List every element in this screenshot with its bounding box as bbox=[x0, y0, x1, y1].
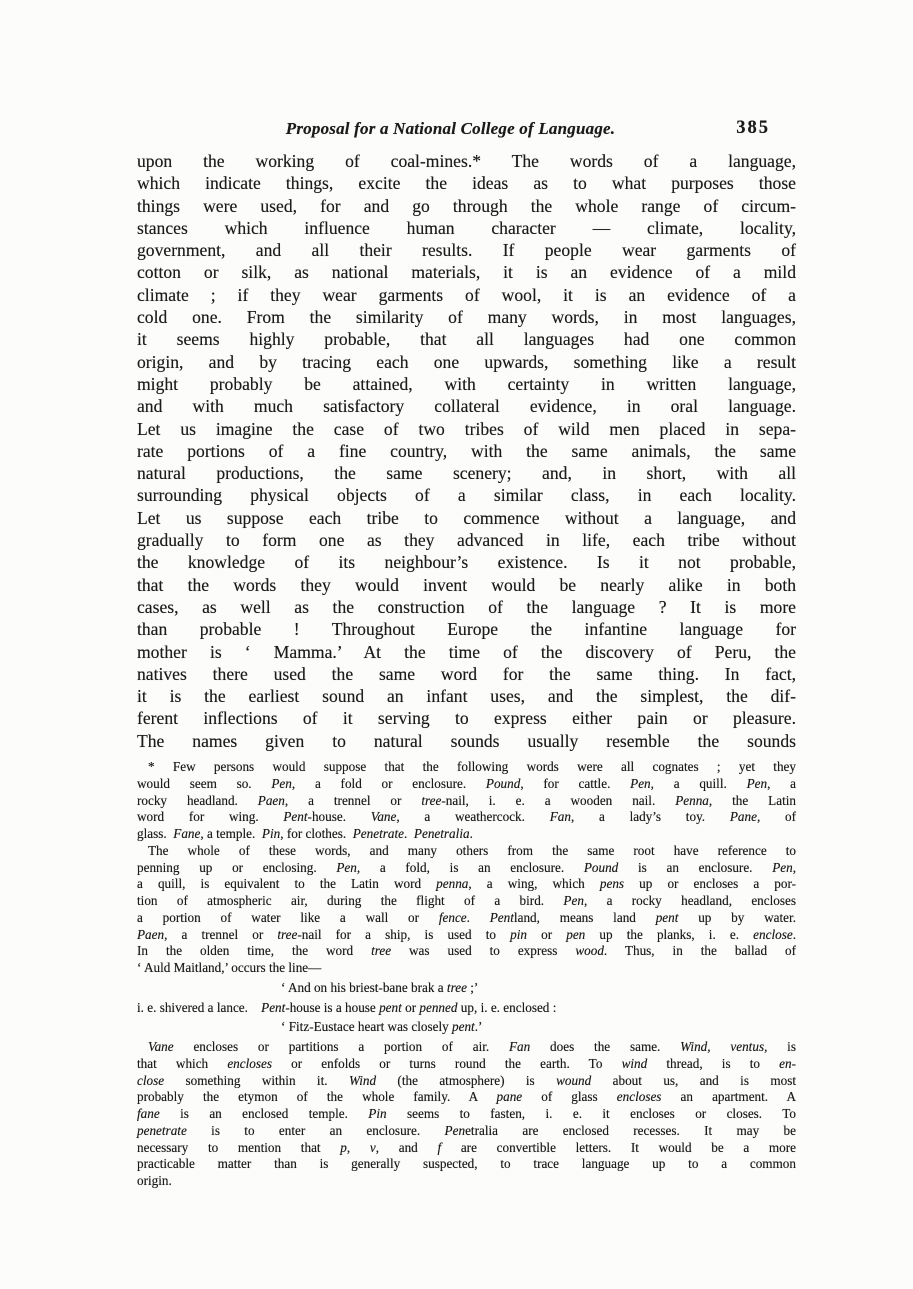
italic-term: penna bbox=[436, 876, 469, 892]
footnote-text-line: a quill, is equivalent to the Latin word penna, a wing, which pens up or encloses a por- bbox=[137, 876, 796, 892]
body-text-line: Let us imagine the case of two tribes of wild men placed in sepa- bbox=[137, 418, 796, 439]
italic-term: wound bbox=[556, 1072, 592, 1088]
footnote-text-line: Paen, a trennel or tree-nail for a ship, is used to pin or pen up the planks, i. e. enclose. bbox=[137, 926, 796, 942]
italic-term: pen bbox=[566, 926, 586, 942]
body-text-line: rate portions of a fine country, with the same animals, the same bbox=[137, 440, 796, 461]
italic-term: wind bbox=[621, 1055, 648, 1071]
footnote-text-line: ‘ Auld Maitland,’ occurs the line— bbox=[137, 960, 322, 976]
body-text-line: that the words they would invent would be nearly alike in both bbox=[137, 574, 796, 595]
italic-term: fane bbox=[137, 1106, 160, 1122]
italic-term: Pen bbox=[563, 893, 584, 909]
footnote-quote-line: ‘ Fitz-Eustace heart was closely pent.’ bbox=[281, 1019, 483, 1035]
italic-term: Penna bbox=[675, 792, 709, 808]
body-text-line: ferent inflections of it serving to express either pain or pleasure. bbox=[137, 708, 796, 729]
footnote-text-line: probably the etymon of the whole family. A pane of glass encloses an apartment. A bbox=[137, 1089, 796, 1105]
footnote-text-line: that which encloses or enfolds or turns round the earth. To wind thread, is to en- bbox=[137, 1055, 796, 1071]
italic-term: Vane bbox=[148, 1039, 174, 1055]
body-text-line: it seems highly probable, that all languages had one common bbox=[137, 329, 796, 350]
body-text-line: stances which influence human character — climate, locality, bbox=[137, 217, 796, 238]
italic-term: penned bbox=[419, 999, 458, 1015]
italic-term: pane bbox=[496, 1089, 523, 1105]
italic-term: wood bbox=[575, 943, 604, 959]
footnote-text-line: word for wing. Pent-house. Vane, a weathercock. Fan, a lady’s toy. Pane, of bbox=[137, 809, 796, 825]
footnote-text-line: penning up or enclosing. Pen, a fold, is an enclosure. Pound is an enclosure. Pen, bbox=[137, 859, 796, 875]
body-text-line: natives there used the same word for the same thing. In fact, bbox=[137, 663, 796, 684]
footnote-paragraph bbox=[137, 759, 796, 843]
body-text-line: origin, and by tracing each one upwards, something like a result bbox=[137, 351, 796, 372]
footnote-text-line: tion of atmospheric air, during the flight of a bird. Pen, a rocky headland, encloses bbox=[137, 893, 797, 909]
body-text-line: and with much satisfactory collateral evidence, in oral language. bbox=[137, 396, 796, 417]
italic-term: v bbox=[369, 1139, 376, 1155]
italic-term: tree bbox=[371, 943, 392, 959]
italic-term: Vane bbox=[370, 809, 397, 825]
italic-term: Pent bbox=[283, 809, 308, 825]
italic-term: pent bbox=[452, 1019, 475, 1035]
body-text-line: mother is ‘ Mamma.’ At the time of the discovery of Peru, the bbox=[137, 641, 796, 662]
footnote-paragraph bbox=[137, 843, 796, 977]
running-head bbox=[137, 119, 796, 143]
italic-term: Pound bbox=[583, 859, 619, 875]
footnote-text-line: would seem so. Pen, a fold or enclosure. Pound, for cattle. Pen, a quill. Pen, a bbox=[137, 775, 796, 791]
italic-term: tree bbox=[277, 926, 298, 942]
italic-term: Wind, ventus bbox=[680, 1039, 765, 1055]
italic-term: enclose bbox=[753, 926, 793, 942]
italic-term: Pin bbox=[368, 1106, 387, 1122]
italic-term: tree bbox=[421, 792, 442, 808]
body-text-line: cotton or silk, as national materials, it is an evidence of a mild bbox=[137, 262, 796, 283]
body-text-line: the knowledge of its neighbour’s existence. Is it not probable, bbox=[137, 552, 796, 573]
footnote-text-line: fane is an enclosed temple. Pin seems to fasten, i. e. it encloses or closes. To bbox=[137, 1106, 796, 1122]
italic-term: Paen bbox=[257, 792, 285, 808]
italic-term: Paen bbox=[137, 926, 165, 942]
body-text-line: upon the working of coal-mines.* The words of a language, bbox=[137, 151, 796, 171]
footnote-text-line: practicable matter than is generally suspected, to trace language up to a common bbox=[137, 1156, 796, 1172]
footnote-text-line: close something within it. Wind (the atmosphere) is wound about us, and is most bbox=[137, 1072, 796, 1088]
body-text-line: it is the earliest sound an infant uses, and the simplest, the dif- bbox=[137, 686, 796, 707]
footnote-text-line: rocky headland. Paen, a trennel or tree-nail, i. e. a wooden nail. Penna, the Latin bbox=[137, 792, 796, 808]
italic-term: Pen bbox=[444, 1122, 466, 1138]
body-text-line: might probably be attained, with certainty in written language, bbox=[137, 373, 796, 394]
footnote-paragraph bbox=[137, 1000, 796, 1017]
italic-term: Pen bbox=[271, 775, 292, 791]
italic-term: encloses bbox=[227, 1055, 272, 1071]
italic-term: pin bbox=[510, 926, 527, 942]
body-text-line: than probable ! Throughout Europe the infantine language for bbox=[137, 619, 796, 640]
italic-term: Penetralia bbox=[413, 826, 470, 842]
italic-term: close bbox=[137, 1072, 165, 1088]
italic-term: pens bbox=[599, 876, 625, 892]
footnote-text-line: * Few persons would suppose that the following words were all cognates ; yet they bbox=[148, 759, 796, 775]
italic-term: Pen bbox=[630, 775, 651, 791]
italic-term: Fane bbox=[173, 826, 201, 842]
footnote-text-line: penetrate is to enter an enclosure. Penetralia are enclosed recesses. It may be bbox=[137, 1122, 796, 1138]
italic-term: Penetrate bbox=[352, 826, 405, 842]
body-text-line: government, and all their results. If people wear garments of bbox=[137, 240, 796, 261]
footnote-text-line: origin. bbox=[137, 1173, 172, 1189]
italic-term: fence bbox=[438, 909, 467, 925]
italic-term: penetrate bbox=[137, 1122, 187, 1138]
main-text-block bbox=[137, 150, 796, 752]
italic-term: Pen bbox=[746, 775, 768, 791]
footnote-text-line: a portion of water like a wall or fence. Pentland, means land pent up by water. bbox=[137, 909, 796, 925]
italic-term: encloses bbox=[616, 1089, 662, 1105]
italic-term: Pent bbox=[489, 909, 514, 925]
italic-term: Pent bbox=[261, 999, 286, 1015]
italic-term: Wind bbox=[348, 1072, 377, 1088]
footnote-text-line: necessary to mention that p, v, and f are convertible letters. It would be a more bbox=[137, 1139, 797, 1155]
body-text-line: climate ; if they wear garments of wool, it is an evidence of a bbox=[137, 284, 796, 305]
body-text-line: gradually to form one as they advanced in life, each tribe without bbox=[137, 530, 796, 551]
italic-term: Pane bbox=[729, 809, 757, 825]
page-number: 385 bbox=[736, 118, 770, 138]
italic-term: tree bbox=[446, 979, 467, 995]
body-text-line: Let us suppose each tribe to commence without a language, and bbox=[137, 507, 796, 528]
body-text-line: which indicate things, excite the ideas as to what purposes those bbox=[137, 173, 796, 194]
italic-term: Pen bbox=[336, 859, 357, 875]
italic-term: Fan bbox=[509, 1039, 531, 1055]
italic-term: pent bbox=[379, 999, 402, 1015]
italic-term: Pin bbox=[261, 826, 281, 842]
italic-term: p bbox=[340, 1139, 347, 1155]
footnote-quote-line: ‘ And on his briest-bane brak a tree ;’ bbox=[281, 979, 479, 995]
body-text-line: things were used, for and go through the whole range of circum- bbox=[137, 195, 796, 216]
footnote-text-line: i. e. shivered a lance. Pent-house is a house pent or penned up, i. e. enclosed : bbox=[137, 999, 557, 1015]
body-text-line: The names given to natural sounds usually resemble the sounds bbox=[137, 730, 796, 751]
footnote-paragraph bbox=[137, 1039, 796, 1190]
body-text-line: natural productions, the same scenery; and, in short, with all bbox=[137, 463, 796, 484]
footnote-text-line: In the olden time, the word tree was used to express wood. Thus, in the ballad of bbox=[137, 943, 796, 959]
italic-term: pent bbox=[655, 909, 679, 925]
body-text-line: surrounding physical objects of a similar class, in each locality. bbox=[137, 485, 796, 506]
footnote-text-line: Vane encloses or partitions a portion of air. Fan does the same. Wind, ventus, is bbox=[148, 1039, 796, 1055]
footnote-text-line: glass. Fane, a temple. Pin, for clothes. Penetrate. Penetralia. bbox=[137, 826, 473, 842]
italic-term: Fan bbox=[549, 809, 571, 825]
body-text-line: cases, as well as the construction of the language ? It is more bbox=[137, 596, 796, 617]
italic-term: en- bbox=[779, 1055, 796, 1071]
body-text-line: cold one. From the similarity of many words, in most languages, bbox=[137, 307, 796, 328]
running-title: Proposal for a National College of Language. bbox=[285, 119, 616, 138]
footnote-text-line: The whole of these words, and many others from the same root have reference to bbox=[148, 842, 796, 858]
italic-term: f bbox=[437, 1139, 442, 1155]
italic-term: Pound bbox=[485, 775, 521, 791]
italic-term: Pen bbox=[772, 859, 793, 875]
footnote-section bbox=[137, 759, 796, 1190]
